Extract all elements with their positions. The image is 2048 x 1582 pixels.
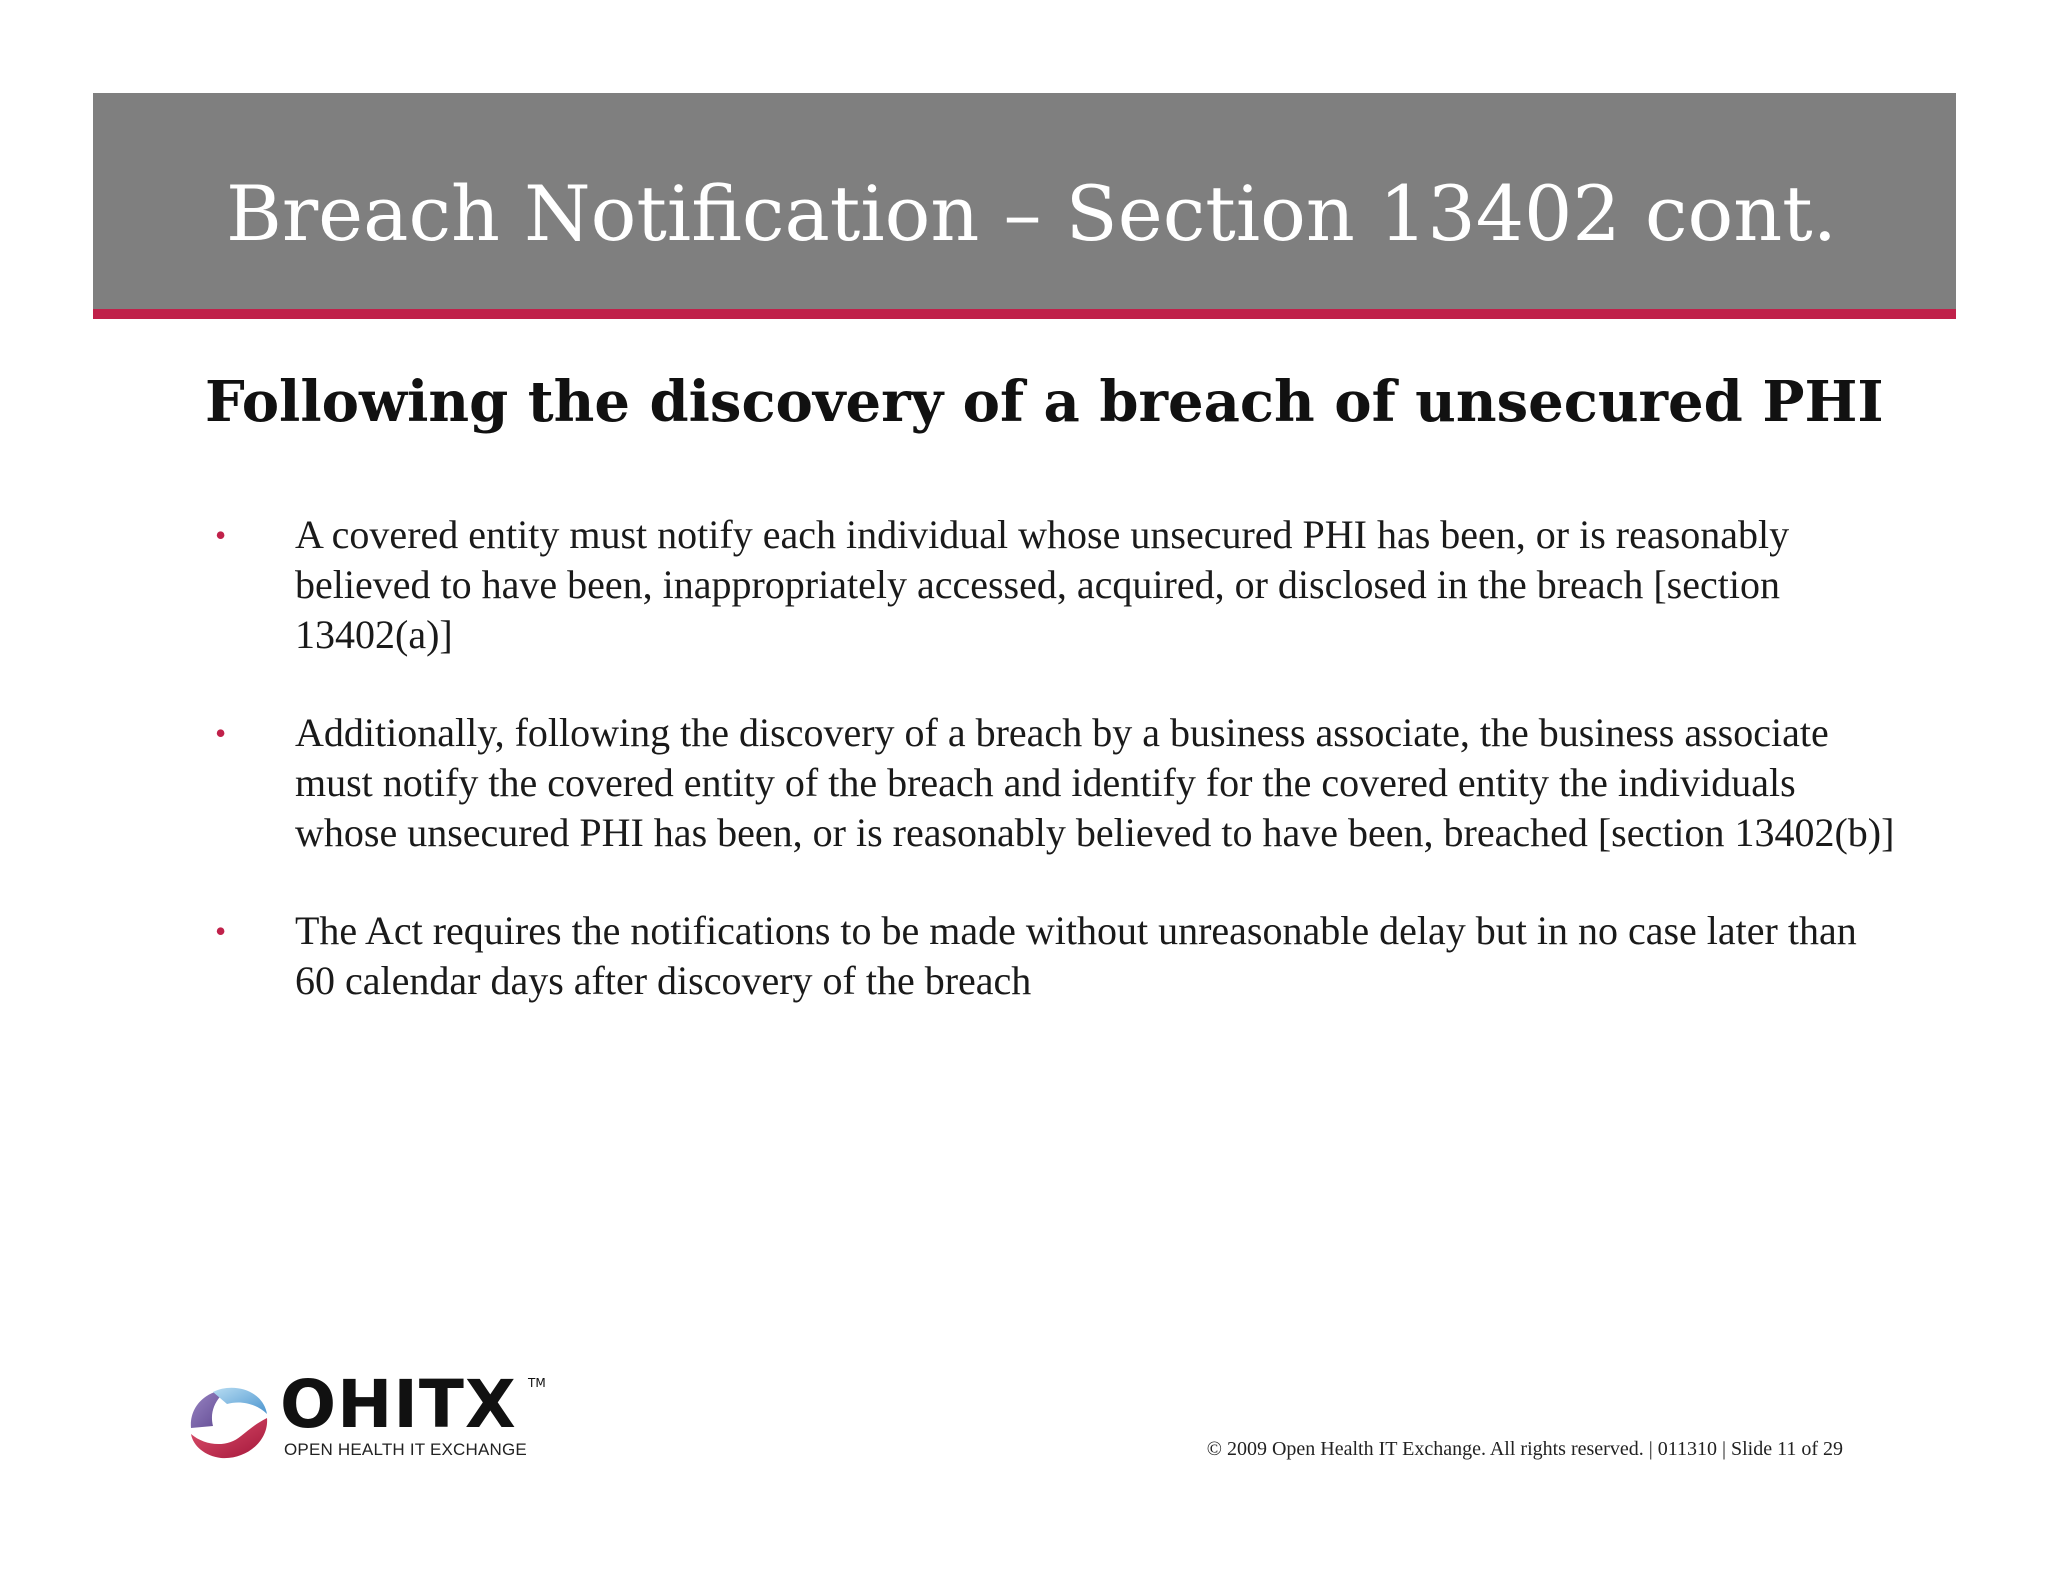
footer-copyright: © 2009 Open Health IT Exchange. All rights reserved. | 011310 | Slide 11 of 29 <box>1206 1438 1843 1460</box>
bullet-icon: • <box>215 715 227 751</box>
bullet-icon: • <box>215 913 227 949</box>
bullet-text: The Act requires the notifications to be made without unreasonable delay but in no case later than 60 calendar days after discovery of the breach <box>295 908 1857 1003</box>
ohitx-swirl-icon <box>183 1378 273 1463</box>
bullet-text: Additionally, following the discovery of a breach by a business associate, the business associate must notify the covered entity of the breach and identify for the covered entity the individuals whose unsecured PHI has been, or is reasonably believed to have been, breached [section 13402(b)] <box>295 710 1895 855</box>
logo-trademark: TM <box>528 1376 546 1390</box>
bullet-item <box>215 906 1905 1006</box>
title-accent-line <box>93 309 1956 319</box>
bullet-text: A covered entity must notify each individual whose unsecured PHI has been, or is reasonably believed to have been, inappropriately accessed, acquired, or disclosed in the breach [section 13402(a)] <box>295 512 1790 657</box>
logo-wordmark: OHITX <box>280 1366 517 1443</box>
bullet-icon: • <box>215 517 227 553</box>
logo-tagline: OPEN HEALTH IT EXCHANGE <box>284 1440 527 1459</box>
bullet-item <box>215 510 1905 660</box>
subheading: Following the discovery of a breach of unsecured PHI <box>205 369 1884 435</box>
bullet-list <box>215 510 1905 1054</box>
slide-title: Breach Notification – Section 13402 cont. <box>226 169 1837 258</box>
ohitx-logo <box>183 1366 546 1463</box>
bullet-item <box>215 708 1905 858</box>
